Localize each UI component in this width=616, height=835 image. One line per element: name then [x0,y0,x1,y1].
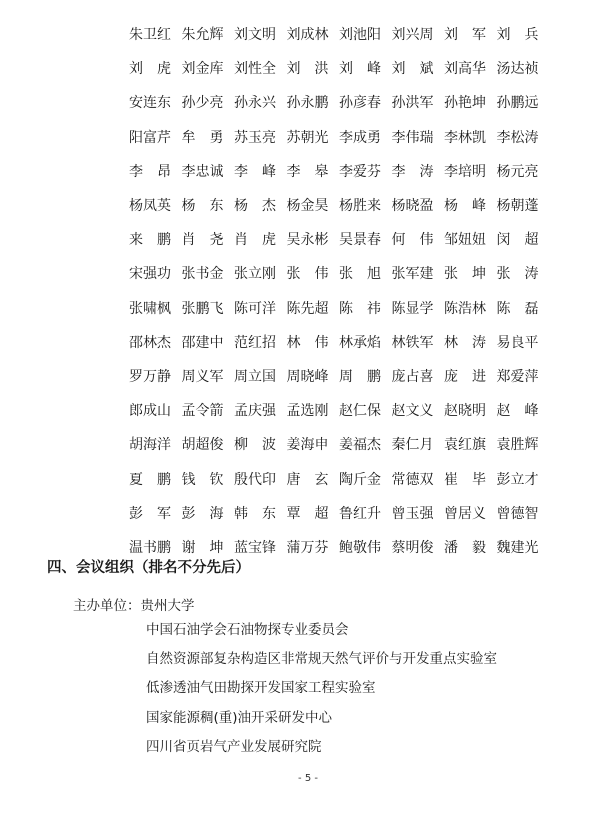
name-row [129,497,549,531]
attendee-name: 杨金昊 [286,198,329,215]
attendee-name: 曾德智 [496,505,539,522]
attendee-name: 朱允辉 [181,27,224,44]
name-row [129,155,549,189]
attendee-name: 陈先超 [286,300,329,317]
attendee-name: 周 鹏 [339,368,381,385]
attendee-name: 孙少亮 [181,95,224,112]
organization-item: 中国石油学会石油物探专业委员会 [146,622,349,638]
name-row [129,394,549,428]
attendee-name: 陈浩林 [444,300,486,317]
attendee-name: 蓝宝锋 [234,539,276,556]
attendee-name: 殷代印 [234,471,276,488]
name-row [129,326,549,360]
attendee-name: 杨 东 [181,198,224,215]
name-row [129,223,549,257]
attendee-name: 孟选刚 [286,403,329,420]
attendee-name: 刘高华 [444,61,486,78]
attendee-name: 来 鹏 [129,232,171,249]
attendee-name: 陈显学 [391,300,434,317]
attendee-name: 肖 虎 [234,232,276,249]
attendee-name: 孙彦春 [339,95,381,112]
attendee-name: 秦仁月 [391,437,434,454]
attendee-name: 蔡明俊 [391,539,434,556]
attendee-name: 夏 鹏 [129,471,171,488]
attendee-name: 庞占喜 [391,368,434,385]
attendee-name: 杨胜来 [339,198,381,215]
name-row [129,360,549,394]
attendee-name: 杨元亮 [496,163,539,180]
attendee-name: 鲁红升 [339,505,381,522]
name-row [129,52,549,86]
attendee-name: 闵 超 [496,232,539,249]
attendee-name: 曾玉强 [391,505,434,522]
name-row [129,121,549,155]
attendee-name: 李伟瑞 [391,129,434,146]
attendee-name: 庞 进 [444,368,486,385]
attendee-name: 张鹏飞 [181,300,224,317]
attendee-name: 张 旭 [339,266,381,283]
attendee-name: 曾居义 [444,505,486,522]
attendee-name: 袁胜辉 [496,437,539,454]
attendee-name: 宋强功 [129,266,171,283]
attendee-name: 吴景春 [339,232,381,249]
attendee-name: 彭 海 [181,505,224,522]
attendee-name: 李 峰 [234,163,276,180]
attendee-name: 姜福杰 [339,437,381,454]
organization-item: 国家能源稠(重)油开采研发中心 [146,709,333,726]
attendee-name: 张书金 [181,266,224,283]
attendee-name: 李 涛 [391,163,434,180]
attendee-name: 罗万静 [129,368,171,385]
attendee-name: 彭 军 [129,505,171,522]
attendee-name: 孙艳坤 [444,95,486,112]
attendee-name: 魏建光 [496,539,539,556]
attendee-name: 彭立才 [496,471,539,488]
name-row [129,292,549,326]
attendee-name: 姜海申 [286,437,329,454]
attendee-name: 孙永鹏 [286,95,329,112]
name-row [129,18,549,52]
attendee-name: 刘 兵 [496,27,539,44]
attendee-name: 陶斤金 [339,471,381,488]
attendee-name: 孟庆强 [234,403,276,420]
attendee-name: 陈 祎 [339,300,381,317]
attendee-name: 周晓峰 [286,368,329,385]
attendee-name: 陈 磊 [496,300,539,317]
attendee-name: 邹妞妞 [444,232,486,249]
organization-item: 自然资源部复杂构造区非常规天然气评价与开发重点实验室 [146,651,497,668]
attendee-name: 杨凤英 [129,198,171,215]
section-heading: 四、会议组织（排名不分先后） [47,560,250,576]
attendee-name: 赵文义 [391,403,434,420]
attendee-name: 韩 东 [234,505,276,522]
attendee-name: 谢 坤 [181,539,224,556]
attendee-name: 李爱芬 [339,163,381,180]
name-row [129,428,549,462]
attendee-name: 朱卫红 [129,27,171,44]
attendee-name: 杨 峰 [444,198,486,215]
attendee-name: 李松涛 [496,129,539,146]
attendee-name: 孟令箭 [181,403,224,420]
attendee-name: 赵晓明 [444,403,486,420]
attendee-name: 孙鹏远 [496,95,539,112]
attendee-name: 钱 钦 [181,471,224,488]
attendee-name: 柳 波 [234,437,276,454]
attendee-name: 吴永彬 [286,232,329,249]
host-unit-line: 主办单位：贵州大学 [73,598,195,614]
page-number: - 5 - [298,773,318,784]
attendee-name: 陈可洋 [234,300,276,317]
organization-list [146,624,497,770]
attendee-name: 李成勇 [339,129,381,146]
attendee-name: 李 昂 [129,163,171,180]
attendee-name: 孙永兴 [234,95,276,112]
attendee-name: 周义军 [181,368,224,385]
attendee-name: 常德双 [391,471,434,488]
attendee-name: 林 涛 [444,334,486,351]
attendee-name: 刘 洪 [286,61,329,78]
attendee-name: 李忠诚 [181,163,224,180]
attendee-name: 张军建 [391,266,434,283]
attendee-name: 李 皋 [286,163,329,180]
attendee-name: 刘 军 [444,27,486,44]
attendee-name: 温书鹏 [129,539,171,556]
attendee-name: 胡海洋 [129,437,171,454]
attendee-name: 张 伟 [286,266,329,283]
attendee-name: 张 涛 [496,266,539,283]
attendee-name: 刘成林 [286,27,329,44]
attendee-name: 肖 尧 [181,232,224,249]
attendee-name: 周立国 [234,368,276,385]
attendee-name: 刘兴周 [391,27,434,44]
attendee-name: 林铁军 [391,334,434,351]
attendee-name: 林承焰 [339,334,381,351]
name-row [129,86,549,120]
attendee-name: 袁红旗 [444,437,486,454]
attendee-name: 郎成山 [129,403,171,420]
attendee-name: 张 坤 [444,266,486,283]
name-row [129,257,549,291]
name-row [129,189,549,223]
attendee-name: 赵 峰 [496,403,539,420]
attendee-name: 蒲万芬 [286,539,329,556]
attendee-name: 刘 峰 [339,61,381,78]
attendee-name: 牟 勇 [181,129,224,146]
attendee-name: 刘 虎 [129,61,171,78]
attendee-name: 苏朝光 [286,129,329,146]
attendee-name: 安连东 [129,95,171,112]
attendee-name: 阳富芹 [129,129,171,146]
attendee-name: 汤达祯 [496,61,539,78]
name-row [129,462,549,496]
attendee-name: 范红招 [234,334,276,351]
attendee-name: 张啸枫 [129,300,171,317]
attendee-name: 杨 杰 [234,198,276,215]
attendee-name: 邵林杰 [129,334,171,351]
attendee-name: 崔 毕 [444,471,486,488]
attendee-name: 邵建中 [181,334,224,351]
attendee-name: 胡超俊 [181,437,224,454]
attendee-name: 潘 毅 [444,539,486,556]
attendee-name-grid [129,18,549,565]
attendee-name: 唐 玄 [286,471,329,488]
organization-item: 低渗透油气田勘探开发国家工程实验室 [146,680,376,697]
attendee-name: 易良平 [496,334,539,351]
attendee-name: 刘池阳 [339,27,381,44]
attendee-name: 郑爱萍 [496,368,539,385]
attendee-name: 孙洪军 [391,95,434,112]
attendee-name: 李林凯 [444,129,486,146]
attendee-name: 杨朝蓬 [496,198,539,215]
attendee-name: 林 伟 [286,334,329,351]
attendee-name: 鲍敬伟 [339,539,381,556]
attendee-name: 李培明 [444,163,486,180]
attendee-name: 张立刚 [234,266,276,283]
organization-item: 四川省页岩气产业发展研究院 [146,738,322,755]
attendee-name: 刘 斌 [391,61,434,78]
attendee-name: 刘性全 [234,61,276,78]
attendee-name: 刘文明 [234,27,276,44]
attendee-name: 苏玉亮 [234,129,276,146]
attendee-name: 杨晓盈 [391,198,434,215]
attendee-name: 何 伟 [391,232,434,249]
attendee-name: 赵仁保 [339,403,381,420]
attendee-name: 刘金库 [181,61,224,78]
attendee-name: 覃 超 [286,505,329,522]
